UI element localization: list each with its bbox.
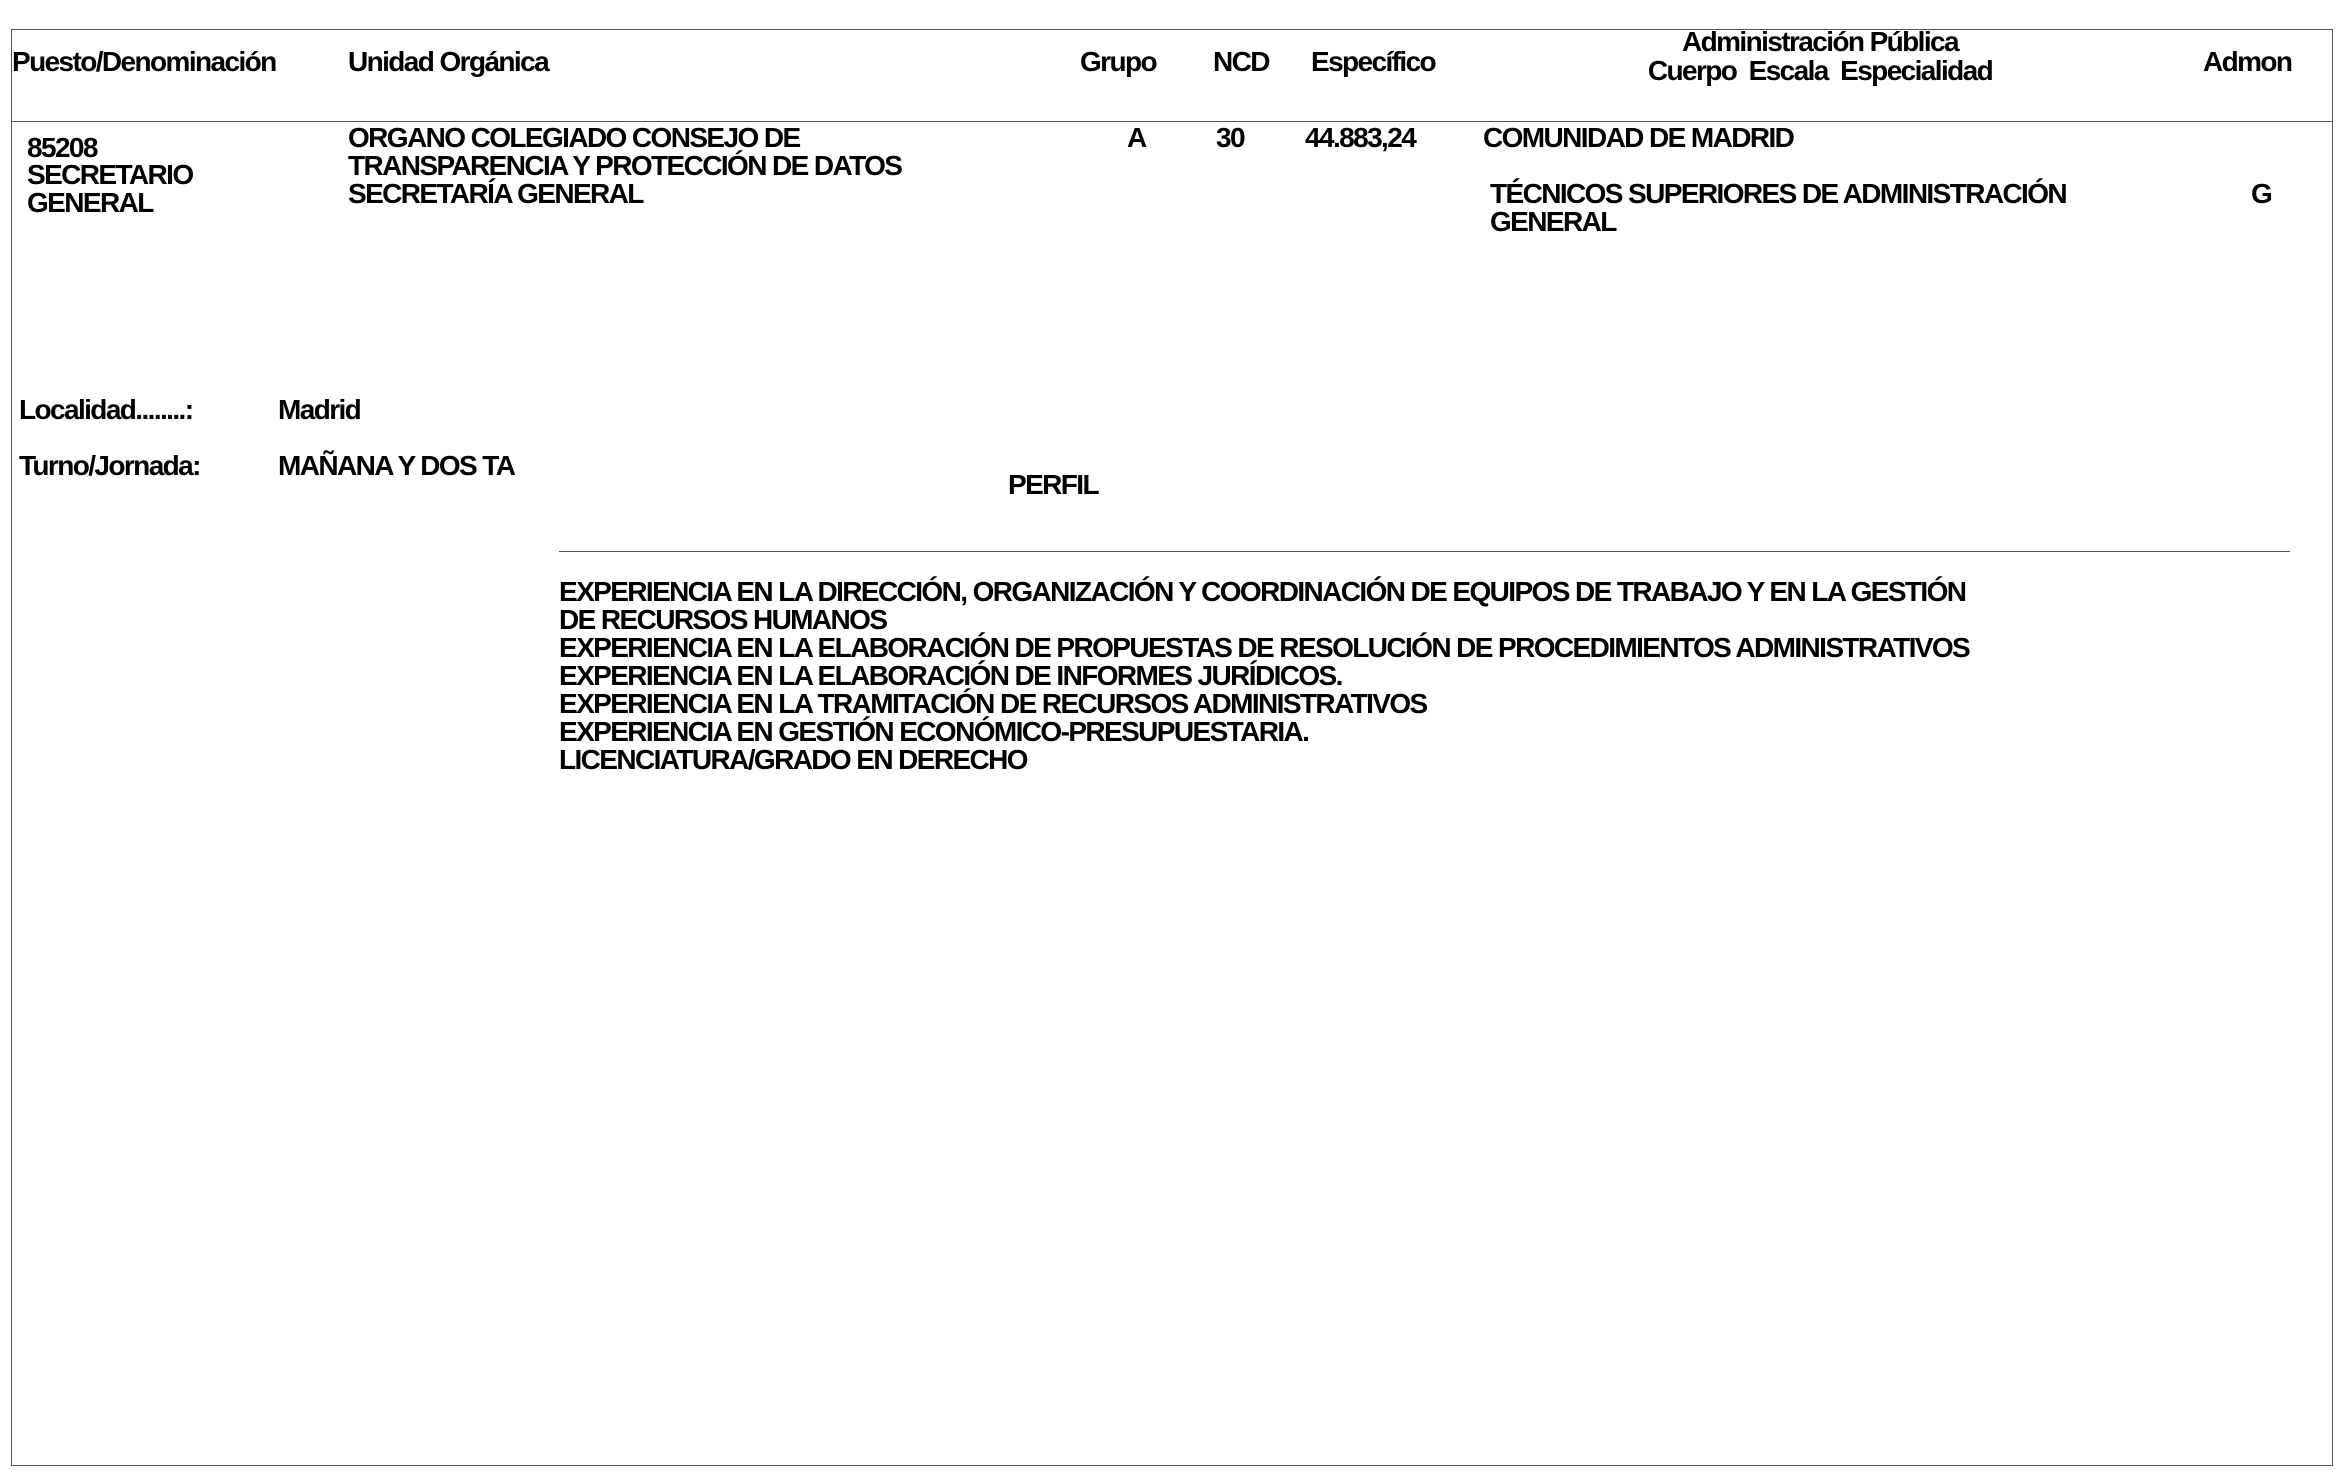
header-unidad: Unidad Orgánica (348, 46, 549, 77)
cuerpo-value: TÉCNICOS SUPERIORES DE ADMINISTRACIÓN GENERAL (1490, 178, 2067, 237)
perfil-title: PERFIL (1008, 469, 1098, 500)
puesto-codigo: 85208 (27, 132, 97, 163)
administracion-value: COMUNIDAD DE MADRID (1483, 122, 1794, 153)
header-grupo: Grupo (1080, 46, 1156, 77)
especifico-value: 44.883,24 (1305, 122, 1416, 153)
unidad-organica: ORGANO COLEGIADO CONSEJO DE TRANSPARENCIA Y PROTECCIÓN DE DATOS SECRETARÍA GENERAL (348, 122, 902, 209)
header-ncd: NCD (1213, 46, 1269, 77)
admon-value: G (2251, 178, 2272, 209)
header-admin-line2: Cuerpo Escala Especialidad (1647, 55, 1993, 86)
header-especifico: Específico (1311, 46, 1436, 77)
header-admin-line1: Administración Pública (1682, 26, 1958, 57)
turno-label: Turno/Jornada: (19, 450, 200, 481)
perfil-lines: EXPERIENCIA EN LA DIRECCIÓN, ORGANIZACIÓN Y COORDINACIÓN DE EQUIPOS DE TRABAJO Y EN LA GESTIÓN DE RECURSOS HUMANOS EXPERIENCIA EN LA ELABORACIÓN DE PROPUESTAS DE RESOLUCIÓN DE PROCEDIMIENTOS ADMINISTRATIVOS EXPERIENCIA EN LA ELABORACIÓN DE INFORMES JURÍDICOS. EXPERIENCIA EN LA TRAMITACIÓN DE RECURSOS ADMINISTRATIVOS EXPERIENCIA EN GESTIÓN ECONÓMICO-PRESUPUESTARIA. LICENCIATURA/GRADO EN DERECHO (559, 576, 1970, 775)
header-admon: Admon (2203, 46, 2292, 77)
perfil-divider (559, 551, 2290, 552)
localidad-value: Madrid (278, 394, 361, 425)
grupo-value: A (1127, 122, 1146, 153)
header-puesto: Puesto/Denominación (12, 46, 276, 77)
turno-value: MAÑANA Y DOS TA (278, 450, 515, 481)
localidad-label: Localidad........: (19, 394, 193, 425)
ncd-value: 30 (1216, 122, 1244, 153)
puesto-denominacion: SECRETARIO GENERAL (27, 159, 193, 218)
